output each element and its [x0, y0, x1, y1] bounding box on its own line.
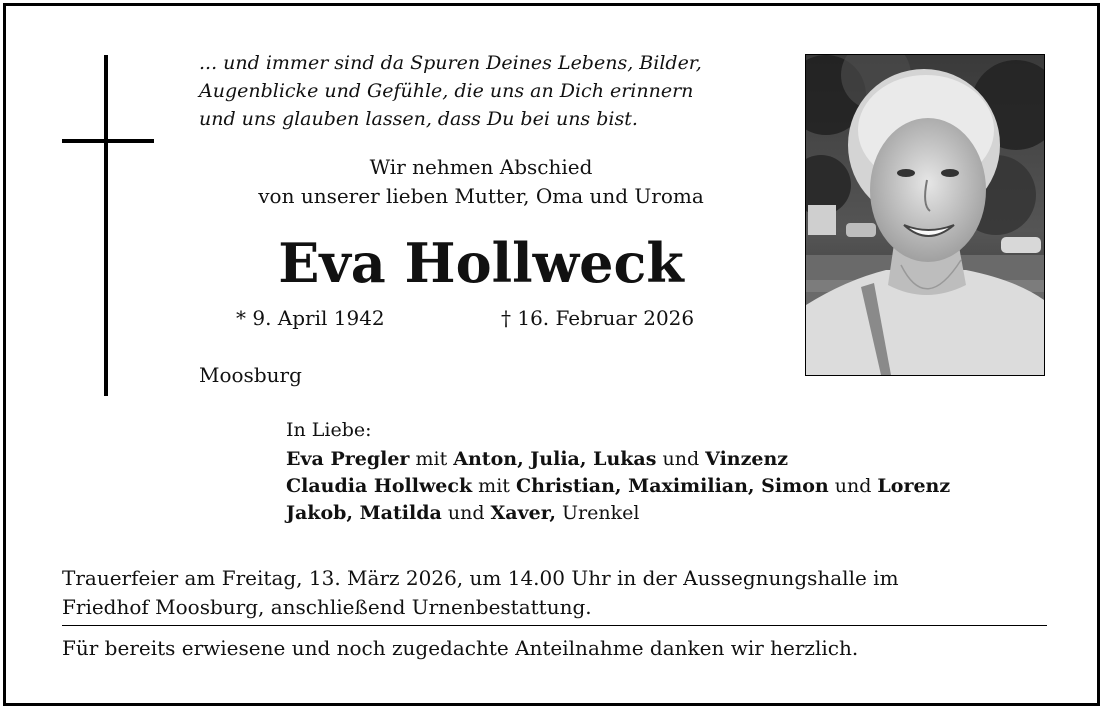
- funeral-line: Trauerfeier am Freitag, 13. März 2026, um 14.00 Uhr in der Aussegnungshalle im: [62, 566, 899, 590]
- poem-line: und uns glauben lassen, dass Du bei uns bist.: [199, 108, 638, 130]
- birth-date: * 9. April 1942: [236, 306, 385, 330]
- intro-line: von unserer lieben Mutter, Oma und Uroma: [258, 184, 704, 208]
- family-role: Urenkel: [555, 502, 640, 524]
- family-name: Eva Pregler: [286, 448, 410, 470]
- intro-line: Wir nehmen Abschied: [369, 155, 593, 179]
- family-children: Lorenz: [877, 475, 951, 497]
- family-connector: mit: [409, 448, 454, 470]
- family-children: Christian, Maximilian, Simon: [515, 475, 829, 497]
- poem-line: Augenblicke und Gefühle, die uns an Dich erinnern: [199, 80, 694, 102]
- in-love-label: In Liebe:: [286, 419, 372, 441]
- cross-icon-bar: [62, 139, 154, 143]
- obituary-notice: [3, 3, 1100, 706]
- family-line: [286, 446, 1076, 473]
- death-date: † 16. Februar 2026: [501, 306, 695, 330]
- family-children: Xaver,: [490, 502, 556, 524]
- portrait-photo: [805, 54, 1045, 376]
- family-line: [286, 500, 1076, 527]
- family-name: Claudia Hollweck: [286, 475, 473, 497]
- family-name: Jakob, Matilda: [286, 502, 442, 524]
- family-line: [286, 473, 1076, 500]
- funeral-line: Friedhof Moosburg, anschließend Urnenbestattung.: [62, 595, 592, 619]
- family-children: Anton, Julia, Lukas: [453, 448, 657, 470]
- family-connector: und: [656, 448, 706, 470]
- family-connector: und: [828, 475, 878, 497]
- family-connector: und: [441, 502, 491, 524]
- deceased-name: Eva Hollweck: [278, 231, 684, 295]
- funeral-info: [62, 564, 1047, 622]
- divider: [62, 625, 1047, 626]
- cross-icon: [104, 55, 108, 396]
- thanks-note: Für bereits erwiesene und noch zugedachte Anteilnahme danken wir herzlich.: [62, 636, 859, 660]
- poem-line: ... und immer sind da Spuren Deines Lebens, Bilder,: [199, 52, 702, 74]
- family-children: Vinzenz: [705, 448, 789, 470]
- memorial-poem: [199, 49, 779, 133]
- family-connector: mit: [472, 475, 516, 497]
- hometown: Moosburg: [199, 363, 302, 387]
- farewell-intro: [201, 153, 761, 211]
- in-love-section: [286, 417, 1076, 527]
